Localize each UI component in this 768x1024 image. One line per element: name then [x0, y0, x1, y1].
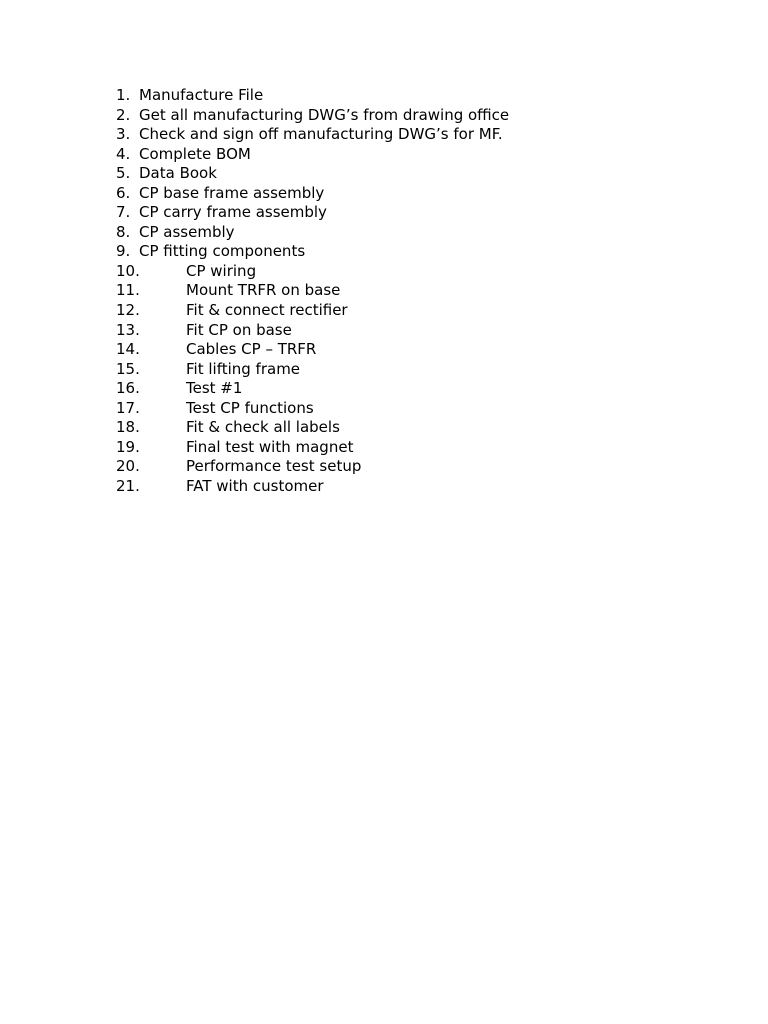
- list-item-text: Test #1: [186, 379, 243, 398]
- list-item: [116, 398, 314, 419]
- list-item-number: 7.: [116, 203, 131, 222]
- list-item: [116, 125, 503, 145]
- list-item: [116, 183, 325, 204]
- list-item-number: 20.: [116, 457, 140, 476]
- list-item: [116, 105, 510, 126]
- list-item-number: 11.: [116, 281, 140, 300]
- list-item: [116, 144, 251, 165]
- list-item-text: Final test with magnet: [186, 437, 354, 456]
- list-item-text: CP wiring: [186, 261, 257, 280]
- list-item-number: 1.: [116, 86, 131, 104]
- list-item-number: 9.: [116, 242, 131, 261]
- list-item: [116, 437, 354, 458]
- list-item: [116, 261, 257, 282]
- list-item-text: CP carry frame assembly: [139, 203, 327, 222]
- list-item-number: 8.: [116, 222, 131, 241]
- list-item-text: FAT with customer: [186, 476, 324, 495]
- list-item: [116, 203, 327, 223]
- list-item-text: Data Book: [139, 164, 217, 183]
- list-item-text: Manufacture File: [139, 86, 264, 104]
- list-item: [116, 476, 324, 497]
- list-item-text: CP assembly: [139, 222, 235, 241]
- list-item-number: 2.: [116, 105, 131, 124]
- list-item-text: Fit & connect rectifier: [186, 301, 348, 320]
- list-item-number: 10.: [116, 261, 140, 280]
- list-item-number: 6.: [116, 183, 131, 202]
- list-item-number: 21.: [116, 476, 140, 495]
- list-item-number: 18.: [116, 418, 140, 437]
- list-item-number: 16.: [116, 379, 140, 398]
- list-item-number: 17.: [116, 398, 140, 417]
- list-item-text: Test CP functions: [186, 398, 314, 417]
- list-item: [116, 164, 217, 184]
- list-item-number: 12.: [116, 301, 140, 320]
- list-item: [116, 418, 340, 438]
- list-item-number: 13.: [116, 320, 140, 339]
- list-item: [116, 379, 243, 399]
- list-item: [116, 301, 348, 321]
- list-item-number: 3.: [116, 125, 131, 144]
- list-item-text: CP base frame assembly: [139, 183, 325, 202]
- list-item-number: 14.: [116, 340, 140, 359]
- list-item: [116, 359, 301, 380]
- list-item: [116, 320, 292, 341]
- list-item: [116, 281, 341, 301]
- list-item-number: 15.: [116, 359, 140, 378]
- list-item-text: CP fitting components: [139, 242, 306, 261]
- list-item: [116, 340, 317, 360]
- list-item: [116, 242, 306, 262]
- list-item-number: 4.: [116, 144, 131, 163]
- numbered-list: [116, 86, 510, 496]
- list-item-number: 19.: [116, 437, 140, 456]
- list-item: [116, 86, 264, 106]
- list-item-text: Complete BOM: [139, 144, 251, 163]
- list-item-text: Check and sign off manufacturing DWG’s for MF.: [139, 125, 503, 144]
- list-item-number: 5.: [116, 164, 131, 183]
- list-item-text: Performance test setup: [186, 457, 362, 476]
- list-item-text: Fit & check all labels: [186, 418, 340, 437]
- list-item: [116, 222, 235, 243]
- list-item: [116, 457, 362, 477]
- list-item-text: Fit lifting frame: [186, 359, 301, 378]
- list-item-text: Fit CP on base: [186, 320, 292, 339]
- list-item-text: Mount TRFR on base: [186, 281, 341, 300]
- list-item-text: Get all manufacturing DWG’s from drawing office: [139, 105, 510, 124]
- list-item-text: Cables CP – TRFR: [186, 340, 317, 359]
